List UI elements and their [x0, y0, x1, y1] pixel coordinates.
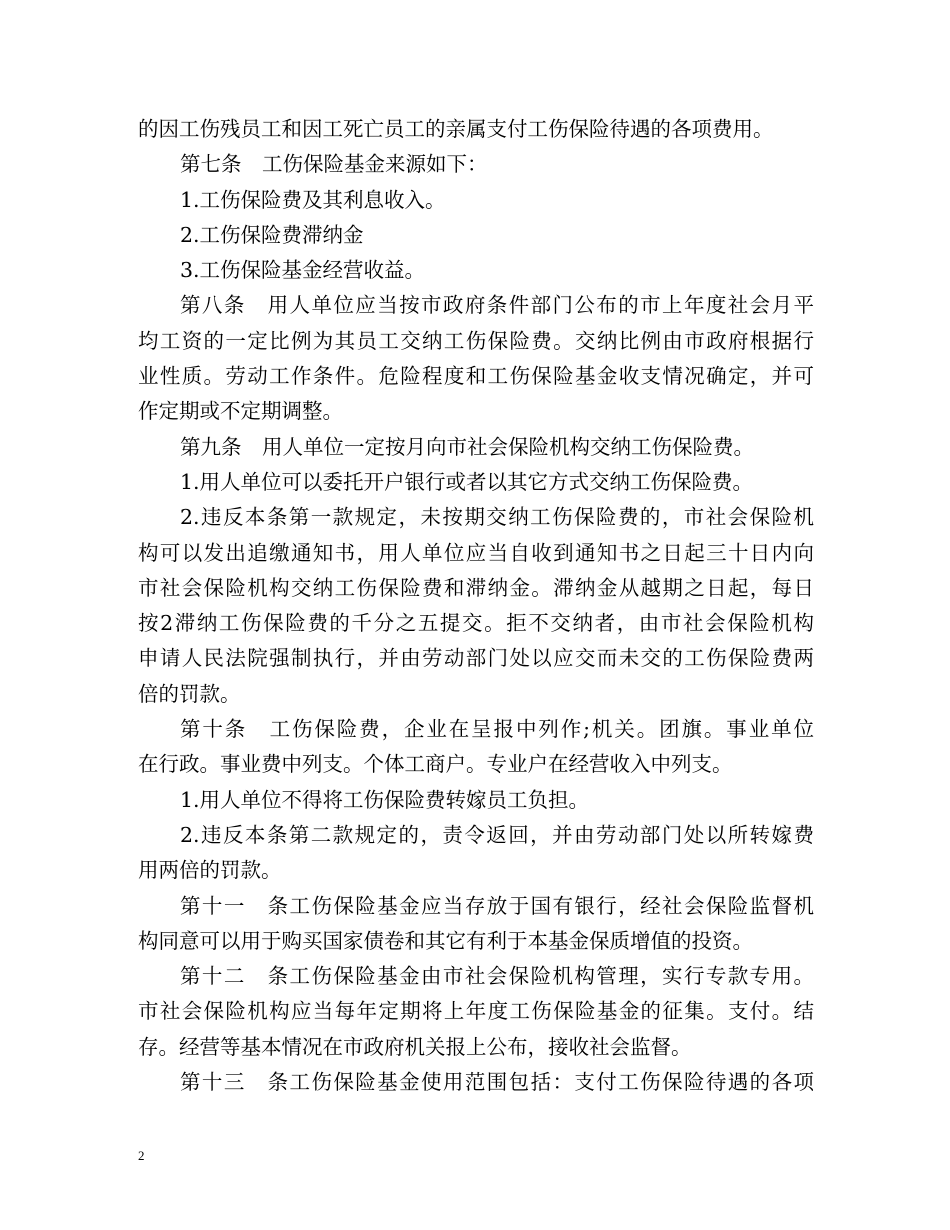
text-line: 倍的罚款。 [138, 681, 241, 706]
text-line: 2.违反本条第二款规定的，责令返回，并由劳动部门处以所转嫁费 [180, 822, 814, 847]
text-line: 第十三 条工伤保险基金使用范围包括：支付工伤保险待遇的各项 [180, 1070, 814, 1095]
text-line: 第十二 条工伤保险基金由市社会保险机构管理，实行专款专用。 [180, 964, 814, 989]
text-line: 作定期或不定期调整。 [138, 399, 343, 424]
text-line: 在行政。事业费中列支。个体工商户。专业户在经营收入中列支。 [138, 752, 733, 777]
text-line: 第十一 条工伤保险基金应当存放于国有银行，经社会保险监督机 [180, 893, 814, 918]
text-line: 的因工伤残员工和因工死亡员工的亲属支付工伤保险待遇的各项费用。 [138, 117, 774, 141]
text-line: 用两倍的罚款。 [138, 858, 282, 883]
text-line: 业性质。劳动工作条件。危险程度和工伤保险基金收支情况确定，并可 [138, 364, 814, 389]
text-line: 第十条 工伤保险费，企业在呈报中列作;机关。团旗。事业单位 [180, 717, 814, 742]
text-line: 1.用人单位不得将工伤保险费转嫁员工负担。 [180, 787, 590, 812]
document-body [138, 112, 814, 1100]
text-line: 1.工伤保险费及其利息收入。 [180, 187, 446, 212]
text-line: 第八条 用人单位应当按市政府条件部门公布的市上年度社会月平 [180, 293, 814, 318]
text-line: 申请人民法院强制执行，并由劳动部门处以应交而未交的工伤保险费两 [138, 646, 814, 671]
page-number: 2 [138, 1148, 145, 1163]
text-line: 市社会保险机构交纳工伤保险费和滞纳金。滞纳金从越期之日起，每日 [138, 575, 814, 600]
text-line: 构可以发出追缴通知书，用人单位应当自收到通知书之日起三十日内向 [138, 540, 814, 565]
text-line: 构同意可以用于购买国家债卷和其它有利于本基金保质增值的投资。 [138, 928, 753, 953]
text-line: 存。经营等基本情况在市政府机关报上公布，接收社会监督。 [138, 1034, 692, 1059]
text-line: 均工资的一定比例为其员工交纳工伤保险费。交纳比例由市政府根据行 [138, 328, 814, 353]
text-line: 按2滞纳工伤保险费的千分之五提交。拒不交纳者，由市社会保险机构 [138, 611, 814, 636]
text-line: 第九条 用人单位一定按月向市社会保险机构交纳工伤保险费。 [180, 434, 754, 459]
text-line: 1.用人单位可以委托开户银行或者以其它方式交纳工伤保险费。 [180, 469, 754, 494]
text-line: 2.违反本条第一款规定，未按期交纳工伤保险费的，市社会保险机 [180, 505, 814, 530]
text-line: 2.工伤保险费滞纳金 [180, 222, 364, 247]
text-line: 3.工伤保险基金经营收益。 [180, 258, 426, 283]
text-line: 第七条 工伤保险基金来源如下： [180, 152, 488, 177]
text-line: 市社会保险机构应当每年定期将上年度工伤保险基金的征集。支付。结 [138, 999, 814, 1024]
